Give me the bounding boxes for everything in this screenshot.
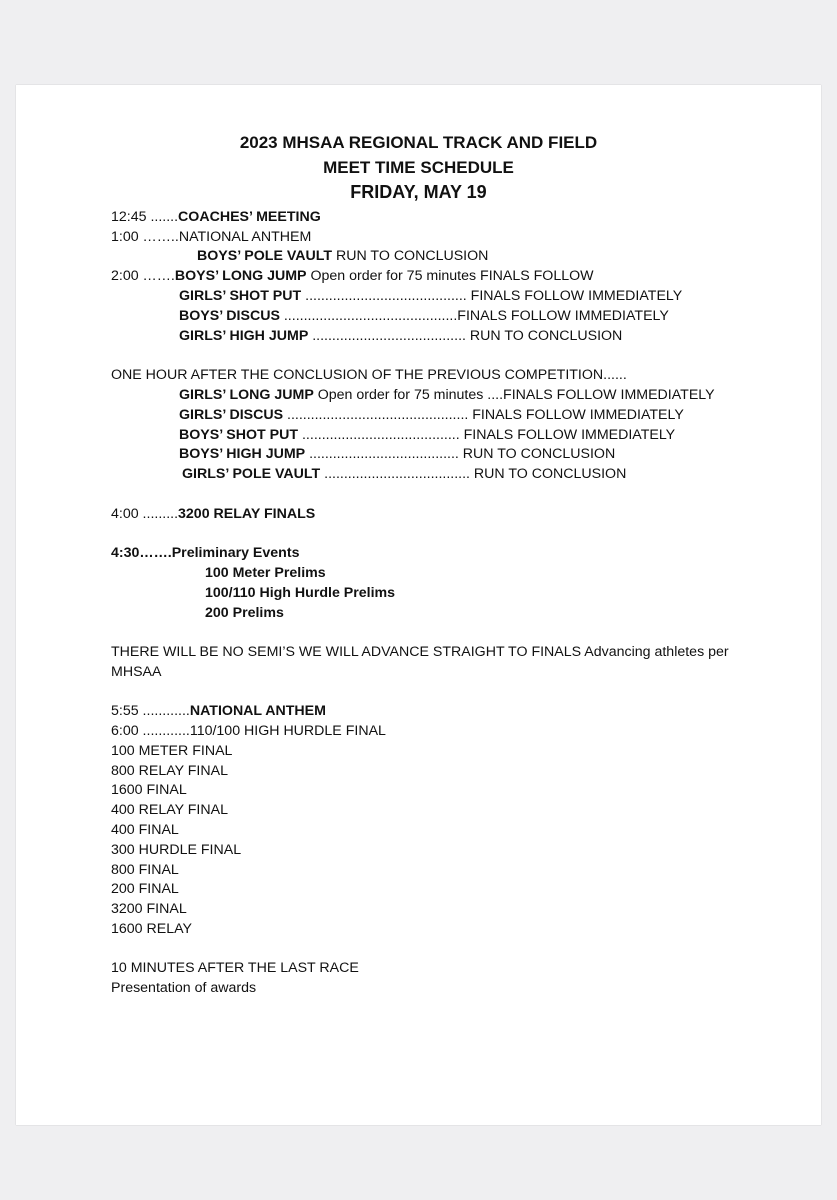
final-item: 200 FINAL: [111, 881, 179, 897]
prelim-high-hurdle: 100/110 High Hurdle Prelims: [205, 585, 396, 601]
awards-line-1: 10 MINUTES AFTER THE LAST RACE: [111, 960, 359, 976]
prelim-200: 200 Prelims: [205, 605, 284, 621]
title-line-1: 2023 MHSAA REGIONAL TRACK AND FIELD: [239, 133, 598, 152]
final-item: 400 FINAL: [111, 822, 179, 838]
awards-line-2: Presentation of awards: [111, 980, 257, 996]
girls-pole-vault-line: GIRLS’ POLE VAULT ..................................... RUN TO CONCLUSION: [182, 466, 627, 482]
title-date: FRIDAY, MAY 19: [350, 182, 487, 202]
boys-long-jump-line: 2:00 …….BOYS’ LONG JUMP Open order for 75 minutes FINALS FOLLOW: [111, 268, 594, 284]
girls-long-jump-line: GIRLS’ LONG JUMP Open order for 75 minutes ....FINALS FOLLOW IMMEDIATELY: [179, 387, 715, 403]
hurdle-final-line: 6:00 ............110/100 HIGH HURDLE FINAL: [111, 723, 386, 739]
final-item: 100 METER FINAL: [111, 743, 233, 759]
coaches-meeting-line: 12:45 .......COACHES’ MEETING: [111, 209, 321, 225]
girls-discus-line: GIRLS’ DISCUS .............................................. FINALS FOLLOW IMMEDIATELY: [179, 407, 684, 423]
title-line-2: MEET TIME SCHEDULE: [323, 158, 514, 177]
girls-high-jump-line: GIRLS’ HIGH JUMP ....................................... RUN TO CONCLUSION: [179, 328, 623, 344]
boys-pole-vault-line: BOYS’ POLE VAULT RUN TO CONCLUSION: [197, 248, 489, 264]
girls-shot-put-line: GIRLS’ SHOT PUT ......................................... FINALS FOLLOW IMMEDIATELY: [179, 288, 683, 304]
one-hour-after-line: ONE HOUR AFTER THE CONCLUSION OF THE PREVIOUS COMPETITION......: [111, 367, 627, 383]
preliminary-events-header: 4:30…….Preliminary Events: [111, 545, 300, 561]
prelim-100-meter: 100 Meter Prelims: [205, 565, 326, 581]
final-item: 3200 FINAL: [111, 901, 187, 917]
boys-discus-line: BOYS’ DISCUS ............................................FINALS FOLLOW IMMEDIATELY: [179, 308, 669, 324]
no-semis-line-1: THERE WILL BE NO SEMI’S WE WILL ADVANCE STRAIGHT TO FINALS Advancing athletes per: [111, 644, 729, 660]
final-item: 800 RELAY FINAL: [111, 763, 228, 779]
national-anthem-line: 1:00 ……..NATIONAL ANTHEM: [111, 229, 312, 245]
national-anthem-2-line: 5:55 ............NATIONAL ANTHEM: [111, 703, 326, 719]
relay-3200-line: 4:00 .........3200 RELAY FINALS: [111, 506, 316, 522]
final-item: 1600 FINAL: [111, 782, 187, 798]
schedule-page: [16, 85, 821, 1125]
boys-shot-put-line: BOYS’ SHOT PUT ........................................ FINALS FOLLOW IMMEDIATELY: [179, 427, 676, 443]
final-item: 400 RELAY FINAL: [111, 802, 228, 818]
boys-high-jump-line: BOYS’ HIGH JUMP ...................................... RUN TO CONCLUSION: [179, 446, 616, 462]
no-semis-line-2: MHSAA: [111, 664, 162, 680]
final-item: 800 FINAL: [111, 862, 179, 878]
final-item: 1600 RELAY: [111, 921, 192, 937]
final-item: 300 HURDLE FINAL: [111, 842, 242, 858]
